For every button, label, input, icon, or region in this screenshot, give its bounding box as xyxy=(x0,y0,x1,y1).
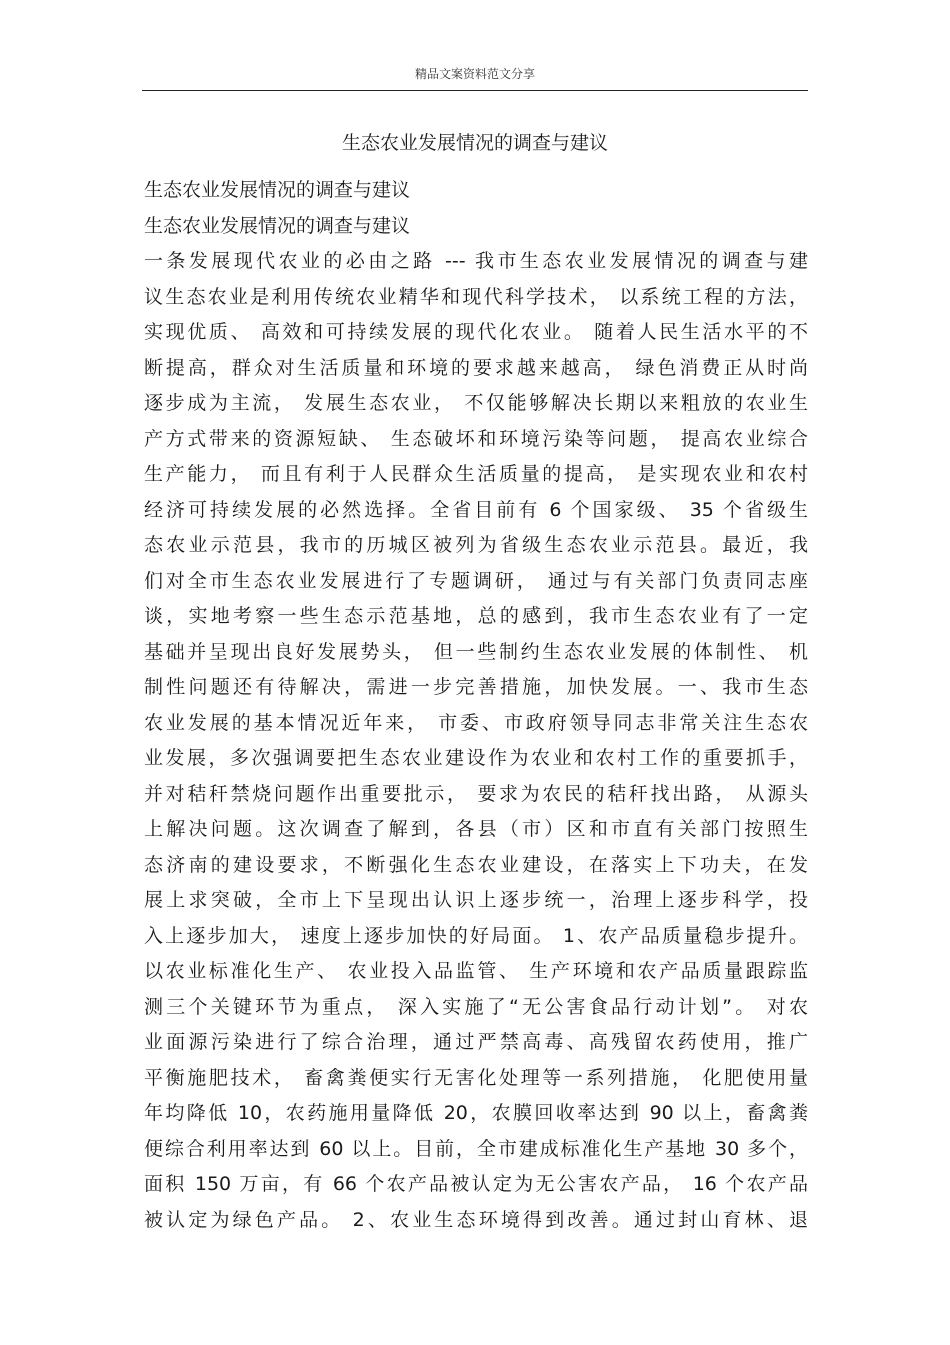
body-line: 年均降低 10，农药施用量降低 20，农膜回收率达到 90 以上，畜禽粪 xyxy=(144,1102,808,1124)
body-line: 基础并呈现出良好发展势头， 但一些制约生态农业发展的体制性、 机 xyxy=(144,640,808,663)
body-line: 业面源污染进行了综合治理，通过严禁高毒、高残留农药使用，推广 xyxy=(144,1031,808,1053)
body-line: 测三个关键环节为重点， 深入实施了“无公害食品行动计划”。 对农 xyxy=(144,995,808,1018)
body-line: 议生态农业是利用传统农业精华和现代科学技术， 以系统工程的方法， xyxy=(144,285,808,308)
body-line: 断提高，群众对生活质量和环境的要求越来越高， 绿色消费正从时尚 xyxy=(144,356,808,379)
body-line: 平衡施肥技术， 畜禽粪便实行无害化处理等一系列措施， 化肥使用量 xyxy=(144,1066,808,1089)
body-line: 并对秸秆禁烧问题作出重要批示， 要求为农民的秸秆找出路， 从源头 xyxy=(144,782,808,805)
document-title: 生态农业发展情况的调查与建议 xyxy=(341,132,608,154)
body-line: 农业发展的基本情况近年来， 市委、市政府领导同志非常关注生态农 xyxy=(144,711,808,734)
body-line: 以农业标准化生产、 农业投入品监管、 生产环境和农产品质量跟踪监 xyxy=(144,960,808,982)
document-body xyxy=(144,173,808,1238)
header-divider xyxy=(142,90,808,91)
body-line: 业发展，多次强调要把生态农业建设作为农业和农村工作的重要抓手， xyxy=(144,747,808,769)
body-line: 一条发展现代农业的必由之路 --- 我市生态农业发展情况的调查与建 xyxy=(144,250,808,272)
page-header: 精品文案资料范文分享 xyxy=(414,67,535,81)
body-line: 生产能力， 而且有利于人民群众生活质量的提高， 是实现农业和农村 xyxy=(144,463,808,485)
body-line: 便综合利用率达到 60 以上。目前，全市建成标准化生产基地 30 多个， xyxy=(144,1137,808,1160)
body-line: 生态农业发展情况的调查与建议 xyxy=(144,214,411,237)
body-line: 生态农业发展情况的调查与建议 xyxy=(144,179,411,201)
body-line: 态农业示范县，我市的历城区被列为省级生态农业示范县。最近，我 xyxy=(144,534,808,556)
body-line: 展上求突破，全市上下呈现出认识上逐步统一，治理上逐步科学，投 xyxy=(144,889,808,911)
body-line: 实现优质、 高效和可持续发展的现代化农业。 随着人民生活水平的不 xyxy=(144,321,808,343)
body-line: 逐步成为主流， 发展生态农业， 不仅能够解决长期以来粗放的农业生 xyxy=(144,392,808,414)
body-line: 面积 150 万亩，有 66 个农产品被认定为无公害农产品， 16 个农产品 xyxy=(144,1173,808,1195)
body-line: 被认定为绿色产品。 2、农业生态环境得到改善。通过封山育林、退 xyxy=(144,1208,808,1231)
body-line: 制性问题还有待解决，需进一步完善措施，加快发展。一、我市生态 xyxy=(144,676,808,698)
body-line: 谈，实地考察一些生态示范基地，总的感到，我市生态农业有了一定 xyxy=(144,605,808,627)
body-line: 经济可持续发展的必然选择。全省目前有 6 个国家级、 35 个省级生 xyxy=(144,498,808,521)
body-line: 们对全市生态农业发展进行了专题调研， 通过与有关部门负责同志座 xyxy=(144,569,808,592)
body-line: 上解决问题。这次调查了解到，各县（市）区和市直有关部门按照生 xyxy=(144,818,808,840)
body-line: 产方式带来的资源短缺、 生态破坏和环境污染等问题， 提高农业综合 xyxy=(144,427,808,450)
body-line: 态济南的建设要求，不断强化生态农业建设，在落实上下功夫，在发 xyxy=(144,853,808,876)
body-line: 入上逐步加大， 速度上逐步加快的好局面。 1、农产品质量稳步提升。 xyxy=(144,924,808,947)
